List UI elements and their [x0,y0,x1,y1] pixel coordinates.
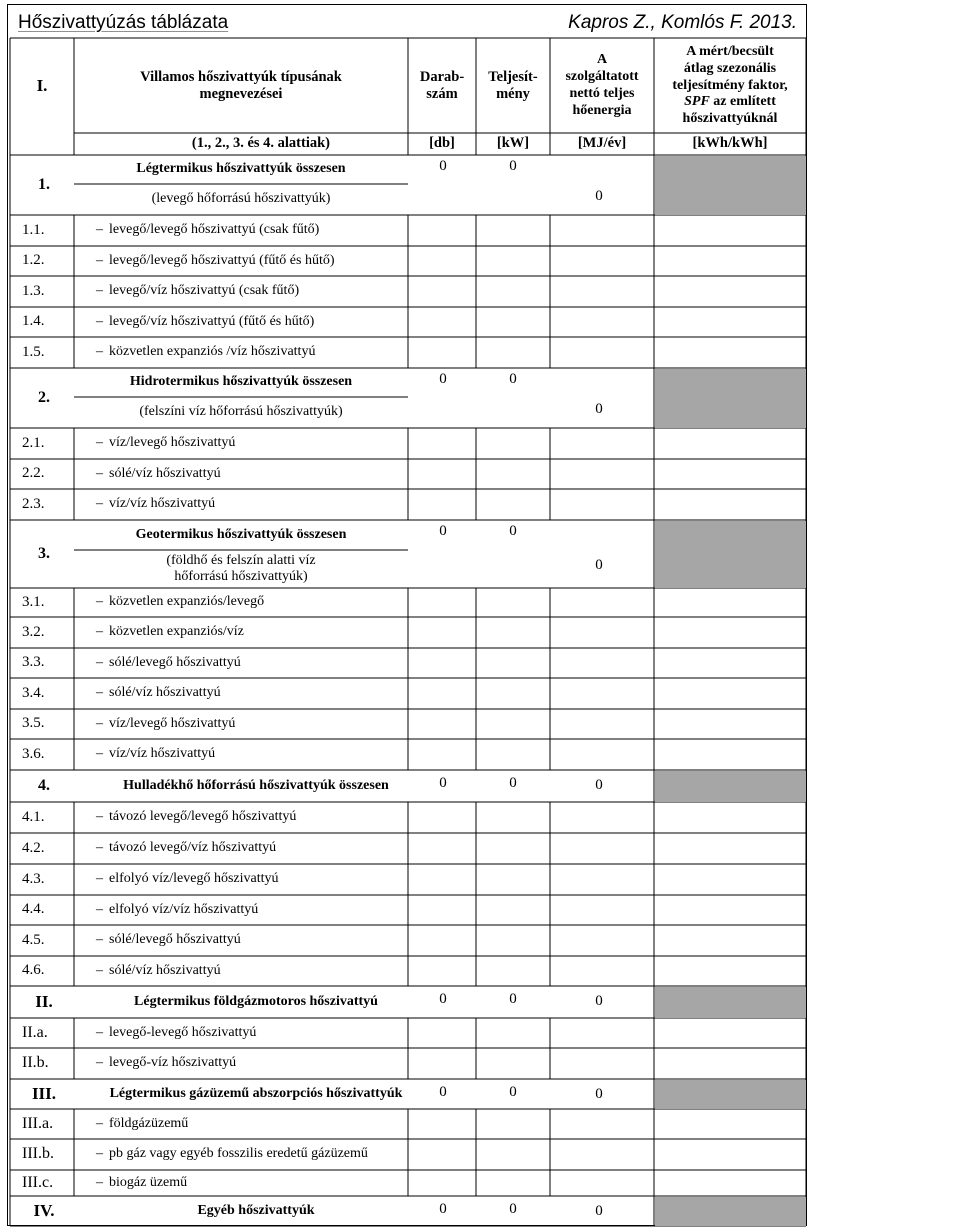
row-label: – víz/víz hőszivattyú [96,739,408,770]
row-label: – elfolyó víz/víz hőszivattyú [96,895,408,925]
row-label: – távozó levegő/víz hőszivattyú [96,833,408,864]
header-name-line2: megnevezései [199,86,283,102]
group-count: 0 [439,523,447,540]
row-num: III.a. [22,1114,54,1132]
group-power: 0 [509,158,517,175]
group-power: 0 [509,991,517,1008]
group-count: 0 [439,991,447,1008]
row-label: – levegő-levegő hőszivattyú [96,1018,408,1048]
group-energy: 0 [595,401,603,418]
row-label: – sólé/levegő hőszivattyú [96,648,408,678]
group-num: II. [35,992,53,1012]
group-num: 3. [38,544,50,562]
row-num: 1.5. [22,343,45,360]
row-label: – levegő/levegő hőszivattyú (fűtő és hűtő) [96,246,408,276]
row-num: 3.2. [22,623,45,640]
header-count: Darab- szám [419,68,465,102]
row-label: – közvetlen expanziós/levegő [96,588,408,617]
group-label: Hidrotermikus hőszivattyúk összesen [129,374,353,390]
row-num: 4.6. [22,962,45,979]
units-name: (1., 2., 3. és 4. alattiak) [191,135,330,152]
units-power: [kW] [496,135,530,152]
group-power: 0 [509,775,517,792]
header-spf-line1: A mért/becsült [686,44,774,59]
row-num: 1.4. [22,313,45,330]
row-label: – közvetlen expanziós /víz hőszivattyú [96,337,408,368]
group-count: 0 [439,158,447,175]
row-label: – közvetlen expanziós/víz [96,617,408,648]
row-num: II.b. [22,1054,49,1072]
row-num: 3.6. [22,745,45,762]
row-num: 3.3. [22,654,45,671]
header-power: Teljesít- mény [488,68,538,102]
shaded-spf-cell [655,1197,806,1226]
row-num: III.c. [22,1173,54,1191]
row-label: – távozó levegő/levegő hőszivattyú [96,802,408,833]
header-spf-line4 [684,94,776,111]
group-num: III. [31,1084,57,1104]
row-num: 4.2. [22,839,45,856]
group-power: 0 [509,1084,517,1101]
header-name-line1: Villamos hőszivattyúk típusának [140,68,342,85]
header-spf-italic: SPF [684,94,710,110]
row-label: – elfolyó víz/levegő hőszivattyú [96,864,408,895]
shaded-spf-cell [655,521,806,588]
row-num: 1.2. [22,252,45,269]
units-spf: [kWh/kWh] [692,135,768,152]
group-num: IV. [33,1201,55,1221]
header-spf-line2: átlag szezonális [683,60,777,76]
row-label: – sólé/víz hőszivattyú [96,678,408,709]
group-label: Egyéb hőszivattyúk [197,1202,315,1218]
row-label: – sólé/levegő hőszivattyú [96,925,408,956]
group-sublabel: (levegő hőforrású hőszivattyúk) [151,191,331,207]
row-label: – földgázüzemű [96,1109,408,1139]
shaded-spf-cell [655,1080,806,1109]
row-label: – levegő-víz hőszivattyú [96,1048,408,1079]
shaded-spf-cell [655,771,806,802]
row-label: – víz/levegő hőszivattyú [96,428,408,459]
row-num: 3.1. [22,593,45,610]
header-spf [654,38,806,134]
header-num: I. [36,75,48,95]
header-name [74,64,408,108]
group-num: 4. [38,776,50,794]
group-label: Légtermikus földgázmotoros hőszivattyú [134,993,378,1009]
group-num: 2. [38,388,50,406]
group-energy: 0 [595,188,603,205]
row-label: – víz/víz hőszivattyú [96,489,408,520]
row-label: – biogáz üzemű [96,1170,408,1196]
row-num: 1.1. [22,221,45,238]
document-authors: Kapros Z., Komlós F. 2013. [568,12,797,33]
group-count: 0 [439,371,447,388]
group-energy: 0 [595,1086,603,1103]
group-energy: 0 [595,993,603,1010]
row-label: – sólé/víz hőszivattyú [96,956,408,986]
shaded-spf-cell [655,369,806,428]
header-spf-line3: teljesítmény faktor, [672,77,788,93]
row-num: II.a. [22,1023,48,1041]
row-label: – levegő/víz hőszivattyú (fűtő és hűtő) [96,307,408,337]
row-num: 2.1. [22,434,45,451]
row-num: 4.5. [22,931,45,948]
row-num: 1.3. [22,282,45,299]
group-power: 0 [509,523,517,540]
group-power: 0 [509,1201,517,1218]
header-spf-rest: az említett [709,94,776,110]
row-num: 3.5. [22,715,45,732]
row-num: 4.4. [22,901,45,918]
document-title: Hőszivattyúzás táblázata [18,12,229,33]
group-num: 1. [38,175,50,193]
header-spf-line5: hőszivattyúknál [682,111,778,127]
row-num: 2.2. [22,465,45,482]
units-count: [db] [429,135,455,152]
row-label: – levegő/levegő hőszivattyú (csak fűtő) [96,215,408,246]
group-label: Hulladékhő hőforrású hőszivattyúk összesen [123,777,389,793]
shaded-spf-cell [655,156,806,215]
group-energy: 0 [595,557,603,574]
group-count: 0 [439,775,447,792]
group-power: 0 [509,371,517,388]
group-sublabel: (felszíni víz hőforrású hőszivattyúk) [139,404,343,420]
group-sublabel: (földhő és felszín alatti víz hőforrású hőszivattyúk) [166,552,316,584]
group-count: 0 [439,1084,447,1101]
row-num: III.b. [22,1145,54,1163]
group-label: Geotermikus hőszivattyúk összesen [135,526,347,542]
header-energy: A szolgáltatott nettó teljes hőenergia [565,52,639,118]
row-num: 3.4. [22,684,45,701]
row-label: – levegő/víz hőszivattyú (csak fűtő) [96,276,408,307]
row-label: – sólé/víz hőszivattyú [96,459,408,489]
row-num: 4.3. [22,870,45,887]
shaded-spf-cell [655,987,806,1018]
row-label: – víz/levegő hőszivattyú [96,709,408,739]
group-count: 0 [439,1201,447,1218]
row-num: 2.3. [22,495,45,512]
units-energy: [MJ/év] [577,135,627,152]
group-label: Légtermikus gázüzemű abszorpciós hőszivattyúk [109,1085,403,1101]
group-label: Légtermikus hőszivattyúk összesen [136,161,346,177]
row-num: 4.1. [22,808,45,825]
group-energy: 0 [595,777,603,794]
row-label: – pb gáz vagy egyéb fosszilis eredetű gázüzemű [96,1139,408,1170]
group-energy: 0 [595,1203,603,1220]
